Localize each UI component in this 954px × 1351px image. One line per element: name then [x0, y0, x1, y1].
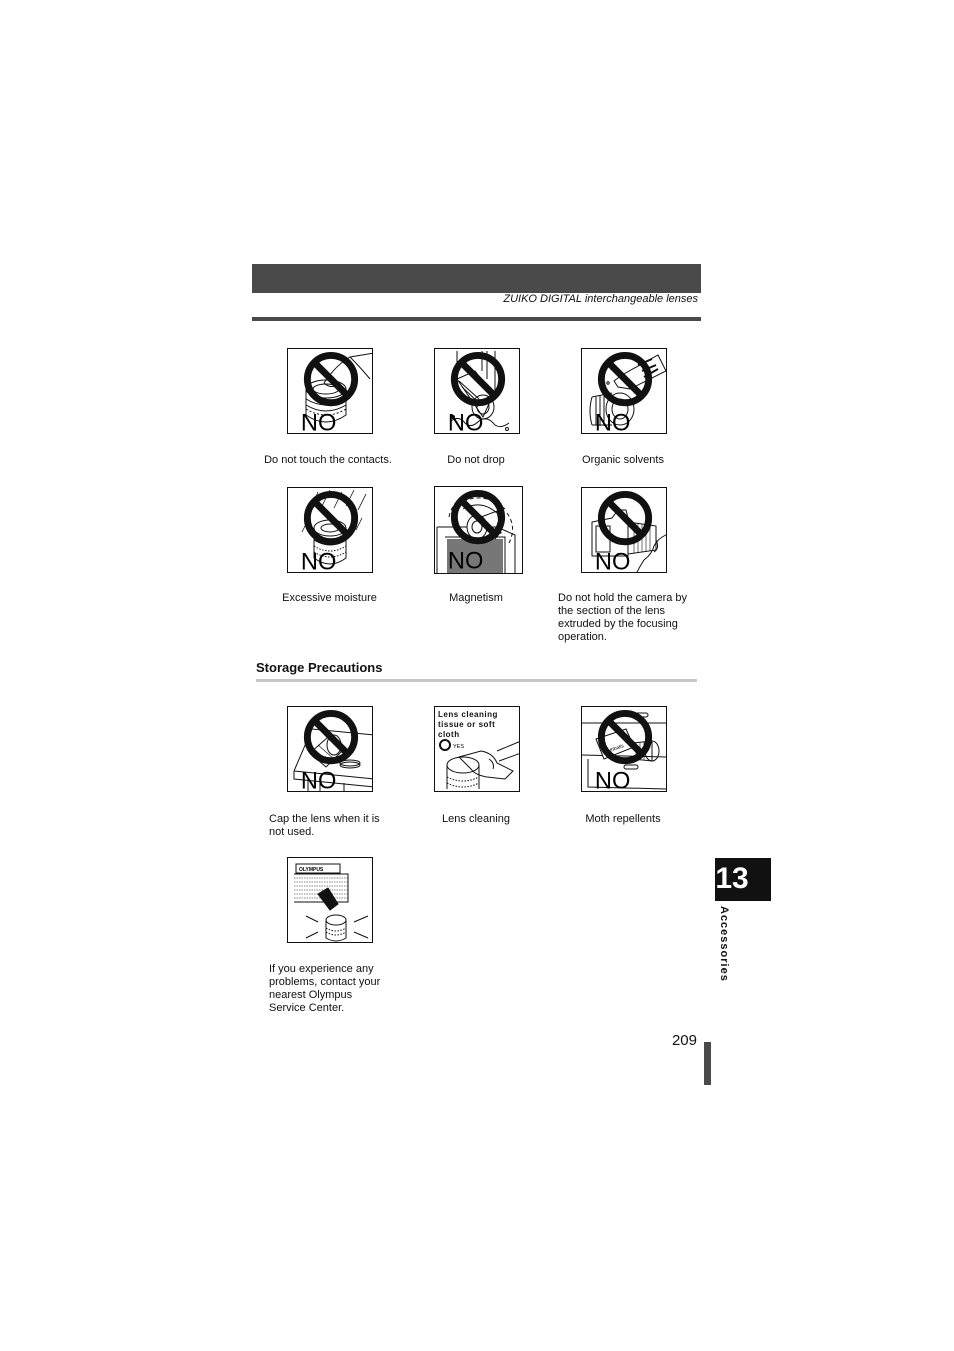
- caption-line: Service Center.: [269, 1002, 345, 1014]
- prohibited-icon: [288, 488, 373, 573]
- chapter-label: Accessories: [718, 906, 730, 982]
- svg-text:NO: NO: [300, 768, 337, 793]
- illustration-touch-contacts: [287, 348, 373, 434]
- illustration-hold-camera: [581, 487, 667, 573]
- prohibited-icon: [582, 488, 667, 573]
- mothballs-label: Mothballs: [602, 743, 625, 757]
- illustration-moth-repellents: [581, 706, 667, 792]
- prohibited-icon: [288, 349, 373, 434]
- svg-text:NO: NO: [594, 410, 631, 435]
- svg-text:NO: NO: [447, 410, 484, 435]
- caption-hold-camera: [558, 592, 698, 644]
- caption-magnetism: Magnetism: [449, 592, 503, 604]
- prohibited-icon: [582, 707, 667, 792]
- olympus-sign: OLYMPUS: [299, 867, 324, 873]
- svg-text:NO: NO: [594, 549, 631, 574]
- caption-cap-lens: [269, 813, 404, 839]
- prohibited-icon: [582, 349, 667, 434]
- caption-touch-contacts: Do not touch the contacts.: [264, 454, 392, 466]
- yes-badge: YES: [453, 744, 465, 750]
- prohibited-icon: [435, 487, 521, 573]
- caption-line: extruded by the focusing: [558, 618, 678, 630]
- caption-moisture: Excessive moisture: [282, 592, 377, 604]
- caption-lens-cleaning: Lens cleaning: [442, 813, 510, 825]
- caption-drop: Do not drop: [447, 454, 505, 466]
- illustration-drop: [434, 348, 520, 434]
- chapter-number: 13: [715, 862, 749, 895]
- lens-cleaning-label: Lens cleaning tissue or soft cloth: [438, 710, 498, 739]
- caption-line: nearest Olympus: [269, 989, 353, 1001]
- illustration-service-center: [287, 857, 373, 943]
- section-title: Storage Precautions: [256, 660, 383, 675]
- svg-text:NO: NO: [300, 549, 337, 574]
- page-number: 209: [671, 1032, 697, 1049]
- svg-text:NO: NO: [447, 548, 484, 573]
- header-subtitle: ZUIKO DIGITAL interchangeable lenses: [503, 293, 698, 305]
- svg-text:NO: NO: [300, 410, 337, 435]
- caption-line: If you experience any: [269, 963, 374, 975]
- caption-line: Cap the lens when it is: [269, 813, 380, 825]
- prohibited-icon: [435, 349, 520, 434]
- caption-line: Do not hold the camera by: [558, 592, 688, 604]
- header-rule: [252, 317, 701, 321]
- lens-cleaning-drawing: [435, 707, 520, 792]
- illustration-cap-lens: [287, 706, 373, 792]
- caption-line: the section of the lens: [558, 605, 666, 617]
- caption-service-center: [269, 963, 409, 1015]
- caption-line: problems, contact your: [269, 976, 381, 988]
- header-bar: [252, 264, 701, 293]
- caption-solvents: Organic solvents: [582, 454, 664, 466]
- illustration-solvents: [581, 348, 667, 434]
- chapter-tab: [715, 858, 771, 901]
- prohibited-icon: [288, 707, 373, 792]
- caption-moth-repellents: Moth repellents: [585, 813, 661, 825]
- illustration-moisture: [287, 487, 373, 573]
- svg-text:NO: NO: [594, 768, 631, 793]
- caption-line: operation.: [558, 631, 607, 643]
- illustration-lens-cleaning: [434, 706, 520, 792]
- page-marker: [704, 1042, 711, 1085]
- service-center-drawing: [288, 858, 373, 943]
- caption-line: not used.: [269, 826, 315, 838]
- illustration-magnetism: [434, 486, 523, 574]
- section-rule: [256, 679, 697, 682]
